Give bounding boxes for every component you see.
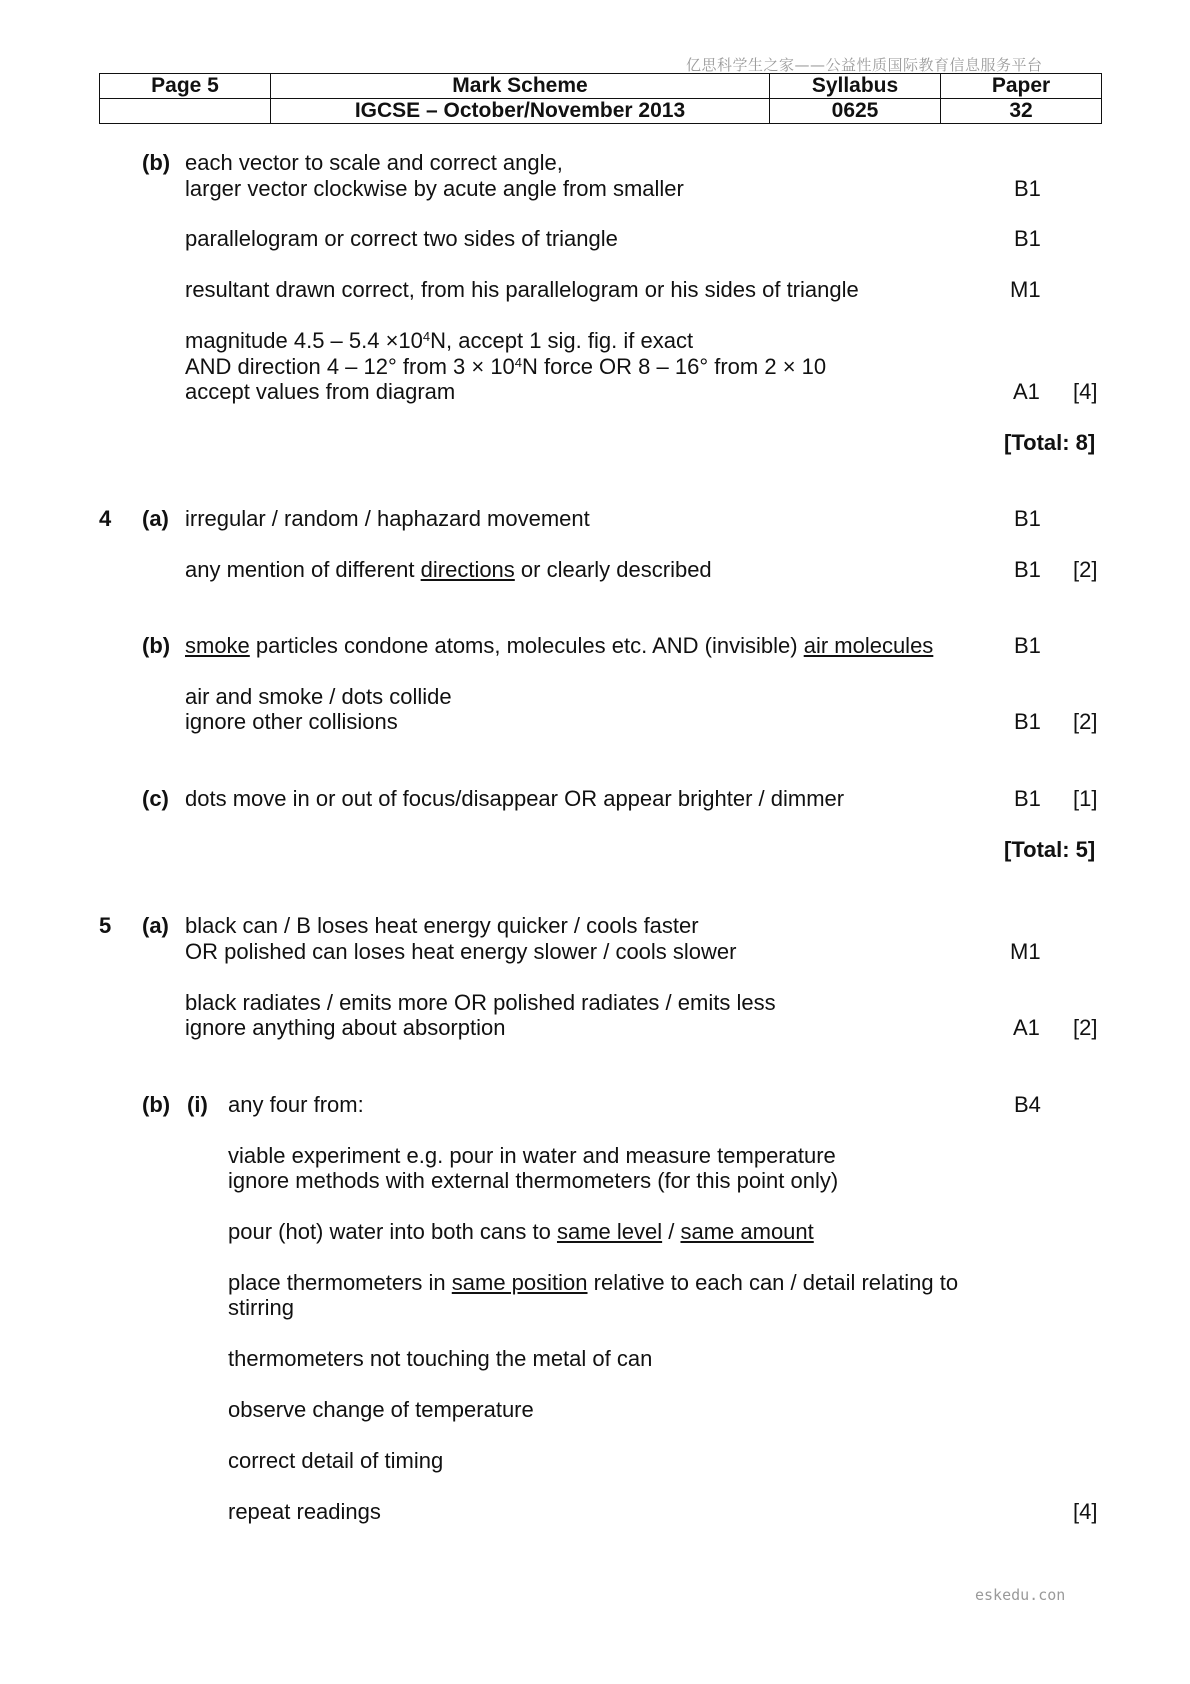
text-span: any mention of different — [185, 557, 421, 582]
text-span: place thermometers in — [228, 1270, 452, 1295]
underlined-text: same amount — [680, 1219, 814, 1244]
answer-line: ignore other collisions — [185, 709, 398, 734]
answer-line: black radiates / emits more OR polished radiates / emits less — [185, 990, 776, 1015]
answer-line — [185, 557, 712, 583]
paper-number: 32 — [941, 99, 1102, 124]
text-span: / — [662, 1219, 681, 1244]
superscript: 4 — [422, 329, 431, 344]
part-total: [2] — [1073, 709, 1098, 734]
answer-line: dots move in or out of focus/disappear OR appear brighter / dimmer — [185, 786, 845, 811]
part-label: (c) — [142, 786, 169, 811]
question-total: [Total: 8] — [1004, 430, 1096, 455]
header-title: Mark Scheme — [271, 74, 770, 99]
answer-line: any four from: — [228, 1092, 364, 1117]
answer-line: resultant drawn correct, from his parallelogram or his sides of triangle — [185, 277, 859, 302]
text-span: or clearly described — [514, 557, 712, 582]
underlined-text: same position — [451, 1270, 588, 1295]
question-number: 5 — [99, 913, 112, 938]
answer-line: OR polished can loses heat energy slower / cools slower — [185, 939, 737, 964]
text-span: particles condone atoms, molecules etc. AND (invisible) — [249, 633, 804, 658]
exam-session: IGCSE – October/November 2013 — [271, 99, 770, 124]
answer-line: accept values from diagram — [185, 379, 456, 404]
part-total: [4] — [1073, 1499, 1098, 1524]
answer-line: correct detail of timing — [228, 1448, 444, 1473]
answer-line: thermometers not touching the metal of can — [228, 1346, 653, 1371]
superscript: 4 — [514, 355, 523, 370]
underlined-text: air molecules — [803, 633, 934, 658]
text-span: N, accept 1 sig. fig. if exact — [430, 328, 694, 353]
mark: B1 — [1014, 226, 1041, 251]
underlined-text: smoke — [185, 633, 250, 658]
part-label: (b) — [142, 150, 171, 175]
text-span: AND direction 4 – 12° from 3 × 10 — [185, 354, 515, 379]
answer-line: ignore methods with external thermometers (for this point only) — [228, 1168, 839, 1193]
mark: B4 — [1014, 1092, 1041, 1117]
syllabus-code: 0625 — [770, 99, 941, 124]
mark: B1 — [1014, 709, 1041, 734]
answer-line: viable experiment e.g. pour in water and measure temperature — [228, 1143, 836, 1168]
mark: M1 — [1010, 277, 1041, 302]
answer-line: stirring — [228, 1295, 295, 1320]
mark: B1 — [1014, 786, 1041, 811]
answer-line: observe change of temperature — [228, 1397, 534, 1422]
header-empty-cell — [100, 99, 271, 124]
part-total: [4] — [1073, 379, 1098, 404]
answer-line: larger vector clockwise by acute angle from smaller — [185, 176, 684, 201]
mark: B1 — [1014, 176, 1041, 201]
answer-line — [185, 354, 826, 380]
mark: B1 — [1014, 557, 1041, 582]
text-span: relative to each can / detail relating to — [587, 1270, 959, 1295]
answer-line: black can / B loses heat energy quicker / cools faster — [185, 913, 699, 938]
mark: B1 — [1014, 506, 1041, 531]
part-total: [2] — [1073, 557, 1098, 582]
part-total: [1] — [1073, 786, 1098, 811]
answer-line — [228, 1219, 814, 1245]
answer-line: air and smoke / dots collide — [185, 684, 452, 709]
mark: A1 — [1013, 1015, 1040, 1040]
part-total: [2] — [1073, 1015, 1098, 1040]
paper-label: Paper — [941, 74, 1102, 99]
answer-line — [185, 328, 693, 354]
footer-watermark: eskedu.con — [975, 1586, 1066, 1604]
text-span: N force OR 8 – 16° from 2 × 10 — [522, 354, 827, 379]
answer-line — [185, 633, 933, 659]
part-label: (b) — [142, 633, 171, 658]
text-span: magnitude 4.5 – 5.4 ×10 — [185, 328, 423, 353]
answer-line: irregular / random / haphazard movement — [185, 506, 590, 531]
answer-line: repeat readings — [228, 1499, 381, 1524]
part-label: (a) — [142, 913, 169, 938]
syllabus-label: Syllabus — [770, 74, 941, 99]
header-table — [99, 73, 1102, 124]
answer-line: ignore anything about absorption — [185, 1015, 506, 1040]
mark: M1 — [1010, 939, 1041, 964]
answer-line: parallelogram or correct two sides of triangle — [185, 226, 618, 251]
mark: B1 — [1014, 633, 1041, 658]
question-number: 4 — [99, 506, 112, 531]
text-span: pour (hot) water into both cans to — [228, 1219, 557, 1244]
watermark: 亿思科学生之家——公益性质国际教育信息服务平台 — [686, 56, 1043, 74]
answer-line — [228, 1270, 958, 1296]
question-total: [Total: 5] — [1004, 837, 1096, 862]
mark: A1 — [1013, 379, 1040, 404]
subpart-label: (i) — [187, 1092, 208, 1117]
part-label: (b) — [142, 1092, 171, 1117]
underlined-text: directions — [420, 557, 515, 582]
underlined-text: same level — [556, 1219, 663, 1244]
part-label: (a) — [142, 506, 169, 531]
page-number: Page 5 — [100, 74, 271, 99]
answer-line: each vector to scale and correct angle, — [185, 150, 563, 175]
